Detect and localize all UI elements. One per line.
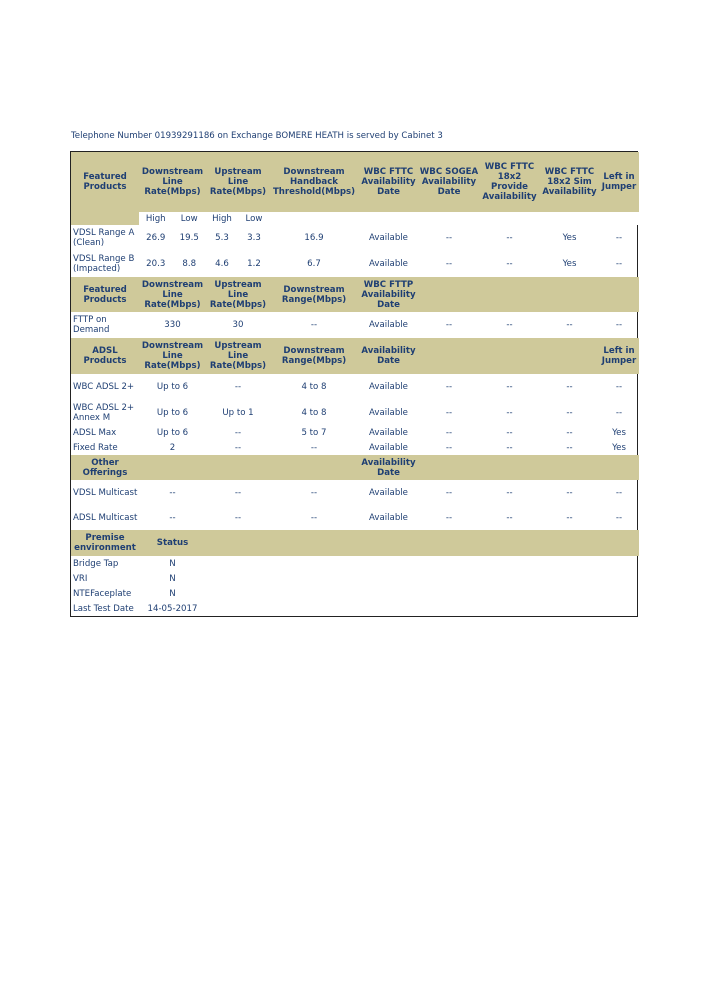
table-row (71, 400, 639, 425)
status-cell: N (169, 573, 176, 584)
table-cell: -- (506, 513, 513, 523)
row-label: VDSL Range B (Impacted) (73, 254, 135, 274)
availability-table (71, 152, 639, 616)
table-cell: -- (615, 513, 623, 523)
table-cell: -- (506, 442, 513, 453)
adsl-header-products: ADSL Products (71, 338, 139, 374)
adsl-header-downstream-rate: Downstream Line Rate(Mbps) (139, 338, 206, 374)
table-cell: -- (615, 320, 623, 330)
premise-header-status: Status (139, 530, 206, 556)
status-cell: 14-05-2017 (147, 603, 198, 614)
table-cell: -- (566, 513, 573, 523)
table-cell: -- (566, 407, 573, 418)
table-cell: Up to 6 (156, 427, 189, 438)
adsl-header-downstream-range: Downstream Range(Mbps) (270, 338, 358, 374)
table-cell: -- (310, 488, 318, 498)
table-cell: -- (169, 488, 176, 498)
table-cell: Available (369, 488, 408, 498)
table-cell: -- (310, 320, 318, 330)
table-row (71, 601, 639, 616)
low-label: Low (245, 213, 263, 224)
upstream-high: 4.6 (215, 259, 229, 269)
table-cell: Available (369, 513, 408, 523)
threshold-cell: 16.9 (304, 233, 324, 243)
table-cell: Yes (612, 442, 626, 453)
table-cell: Up to 6 (156, 382, 189, 392)
table-cell: -- (310, 513, 318, 523)
table-cell: Up to 6 (156, 407, 189, 418)
table-cell: -- (445, 382, 453, 392)
table-cell: -- (566, 488, 573, 498)
downstream-high: 26.9 (146, 233, 166, 243)
high-label: High (145, 213, 166, 224)
table-cell: 30 (232, 320, 244, 330)
premise-header-row (71, 530, 639, 556)
row-label: VDSL Multicast (73, 488, 138, 498)
fttp-header-row (71, 277, 639, 312)
sim-cell: Yes (562, 259, 577, 269)
table-cell: -- (445, 442, 453, 453)
downstream-low: 19.5 (179, 233, 199, 243)
fttp-header-downstream-range: Downstream Range(Mbps) (270, 277, 358, 312)
table-cell: Up to 1 (222, 407, 254, 418)
fttp-header-fttp-availability: WBC FTTP Availability Date (358, 277, 419, 312)
row-label: WBC ADSL 2+ Annex M (73, 402, 135, 423)
table-row (71, 225, 639, 251)
provide-cell: -- (506, 233, 513, 243)
vdsl-header-handback-threshold: Downstream Handback Threshold(Mbps) (270, 152, 358, 212)
table-cell: Available (369, 407, 408, 418)
other-header-availability: Availability Date (358, 455, 419, 480)
fttc-cell: Available (369, 233, 408, 243)
jumper-cell: -- (615, 259, 623, 269)
table-cell: -- (445, 488, 453, 498)
row-label: ADSL Multicast (73, 513, 138, 523)
table-row (71, 374, 639, 400)
table-cell: -- (234, 382, 242, 392)
table-row (71, 425, 639, 440)
vdsl-header-18x2-provide: WBC FTTC 18x2 Provide Availability (479, 152, 540, 212)
table-cell: Available (369, 442, 408, 453)
threshold-cell: 6.7 (307, 259, 321, 269)
row-label: VDSL Range A (Clean) (73, 228, 135, 248)
table-cell: -- (506, 488, 513, 498)
vdsl-header-sogea-availability: WBC SOGEA Availability Date (419, 152, 479, 212)
fttp-header-featured-products: Featured Products (71, 277, 139, 312)
table-row (71, 571, 639, 586)
vdsl-header-downstream-rate: Downstream Line Rate(Mbps) (139, 152, 206, 212)
table-cell: 2 (169, 442, 176, 453)
fttp-header-downstream-rate: Downstream Line Rate(Mbps) (139, 277, 206, 312)
provide-cell: -- (506, 259, 513, 269)
table-row (71, 312, 639, 338)
table-cell: -- (566, 382, 573, 392)
table-cell: Yes (612, 427, 626, 438)
sogea-cell: -- (445, 259, 453, 269)
status-cell: N (169, 588, 176, 599)
adsl-header-upstream-rate: Upstream Line Rate(Mbps) (206, 338, 270, 374)
row-label: Bridge Tap (73, 558, 119, 569)
table-cell: 5 to 7 (301, 427, 327, 438)
vdsl-header-featured-products: Featured Products (71, 152, 139, 212)
sogea-cell: -- (445, 233, 453, 243)
low-label: Low (180, 213, 198, 224)
table-cell: -- (169, 513, 176, 523)
other-header-offerings: Other Offerings (71, 455, 139, 480)
table-cell: -- (234, 442, 242, 453)
high-low-row (71, 212, 639, 225)
row-label: Last Test Date (73, 603, 134, 614)
table-cell: -- (615, 382, 623, 392)
table-cell: -- (566, 427, 573, 438)
vdsl-header-row (71, 152, 639, 212)
cabinet-info-text: Telephone Number 01939291186 on Exchange BOMERE HEATH is served by Cabinet 3 (71, 131, 443, 141)
row-label: Fixed Rate (73, 442, 118, 453)
table-cell: -- (445, 407, 453, 418)
jumper-cell: -- (615, 233, 623, 243)
table-row (71, 556, 639, 571)
downstream-low: 8.8 (182, 259, 197, 269)
table-cell: -- (566, 320, 573, 330)
vdsl-header-18x2-sim: WBC FTTC 18x2 Sim Availability (540, 152, 599, 212)
table-row (71, 440, 639, 455)
table-row (71, 480, 639, 506)
upstream-low: 3.3 (247, 233, 261, 243)
row-label: FTTP on Demand (73, 315, 110, 335)
table-cell: -- (615, 488, 623, 498)
table-cell: 330 (164, 320, 181, 330)
table-row (71, 506, 639, 530)
table-row (71, 586, 639, 601)
table-cell: -- (615, 407, 623, 418)
table-cell: -- (234, 488, 242, 498)
vdsl-header-left-in-jumper: Left in Jumper (599, 152, 639, 212)
table-cell: 4 to 8 (301, 382, 327, 392)
table-cell: Available (369, 382, 408, 392)
upstream-high: 5.3 (215, 233, 229, 243)
table-cell: -- (445, 427, 453, 438)
availability-table-wrapper (70, 151, 638, 617)
other-header-row (71, 455, 639, 480)
table-cell: -- (506, 427, 513, 438)
row-label: WBC ADSL 2+ (73, 382, 135, 392)
table-cell: Available (369, 320, 408, 330)
table-cell: -- (506, 407, 513, 418)
table-cell: -- (506, 382, 513, 392)
table-cell: -- (310, 442, 318, 453)
premise-header-environment: Premise environment (71, 530, 139, 556)
adsl-header-row (71, 338, 639, 374)
row-label: ADSL Max (73, 427, 117, 438)
upstream-low: 1.2 (247, 259, 261, 269)
table-cell: -- (445, 513, 453, 523)
table-cell: -- (506, 320, 513, 330)
adsl-header-left-in-jumper: Left in Jumper (599, 338, 639, 374)
row-label: VRI (73, 573, 88, 584)
table-cell: -- (234, 513, 242, 523)
downstream-high: 20.3 (146, 259, 166, 269)
row-label: NTEFaceplate (73, 588, 132, 599)
adsl-header-availability: Availability Date (358, 338, 419, 374)
status-cell: N (169, 558, 176, 569)
table-cell: -- (445, 320, 453, 330)
table-cell: 4 to 8 (301, 407, 327, 418)
vdsl-header-fttc-availability: WBC FTTC Availability Date (358, 152, 419, 212)
table-cell: -- (566, 442, 573, 453)
sim-cell: Yes (562, 233, 577, 243)
table-cell: Available (369, 427, 408, 438)
table-cell: -- (234, 427, 242, 438)
fttc-cell: Available (369, 259, 408, 269)
vdsl-header-upstream-rate: Upstream Line Rate(Mbps) (206, 152, 270, 212)
table-row (71, 251, 639, 277)
fttp-header-upstream-rate: Upstream Line Rate(Mbps) (206, 277, 270, 312)
high-label: High (212, 213, 232, 224)
